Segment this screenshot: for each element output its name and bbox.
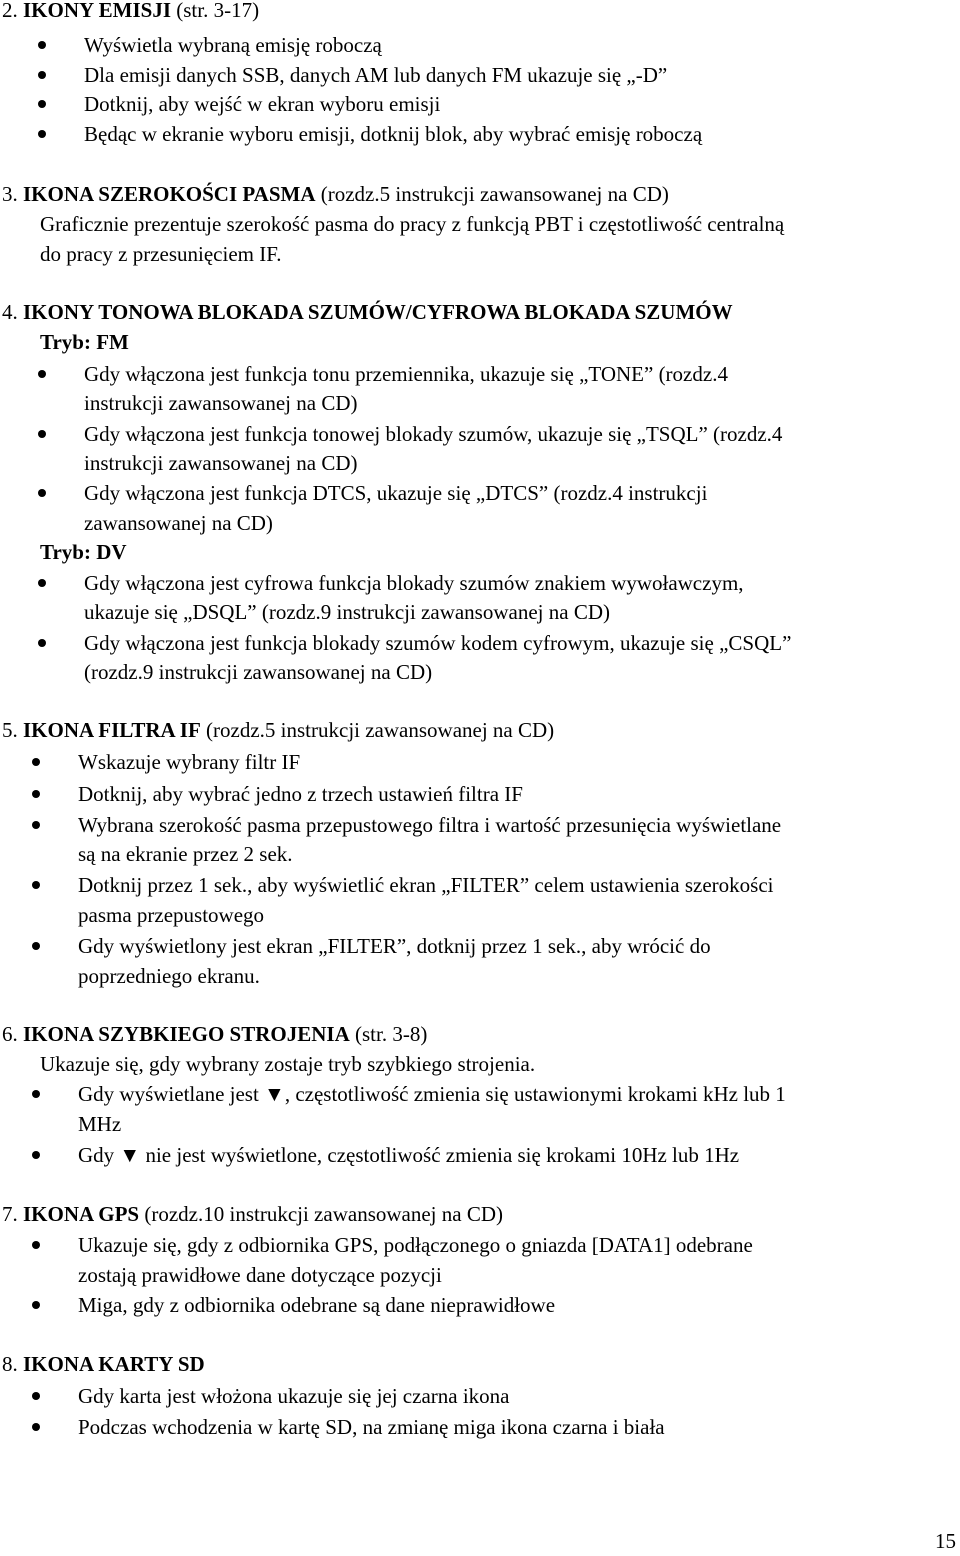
list-item-continuation: ukazuje się „DSQL” (rozdz.9 instrukcji zawansowanej na CD) (84, 600, 610, 624)
section-8-heading (2, 1349, 205, 1379)
mode-label-text: Tryb: FM (40, 330, 129, 354)
list-item: Będąc w ekranie wyboru emisji, dotknij blok, aby wybrać emisję roboczą (84, 119, 702, 149)
section-ref: (str. 3-17) (171, 0, 260, 22)
section-number: 4. (2, 300, 18, 324)
list-item-continuation: instrukcji zawansowanej na CD) (84, 391, 358, 415)
list-item: Podczas wchodzenia w kartę SD, na zmianę miga ikona czarna i biała (78, 1412, 665, 1442)
section-ref: (rozdz.5 instrukcji zawansowanej na CD) (315, 182, 669, 206)
section-number: 2. (2, 0, 18, 22)
section-7-heading (2, 1199, 503, 1229)
list-item: Gdy karta jest włożona ukazuje się jej czarna ikona (78, 1381, 509, 1411)
section-number: 6. (2, 1022, 18, 1046)
body-text: Graficznie prezentuje szerokość pasma do pracy z funkcją PBT i częstotliwość centralną (40, 212, 785, 236)
section-ref: (str. 3-8) (349, 1022, 428, 1046)
body-text: Ukazuje się, gdy wybrany zostaje tryb szybkiego strojenia. (40, 1052, 536, 1076)
list-item-continuation: są na ekranie przez 2 sek. (78, 842, 293, 866)
list-item: Gdy ▼ nie jest wyświetlone, częstotliwość zmienia się krokami 10Hz lub 1Hz (78, 1140, 739, 1170)
list-item: Dla emisji danych SSB, danych AM lub danych FM ukazuje się „-D” (84, 60, 667, 90)
section-4-heading (2, 297, 733, 327)
section-2-heading (2, 0, 259, 25)
section-number: 8. (2, 1352, 18, 1376)
list-item: Dotknij, aby wejść w ekran wyboru emisji (84, 89, 440, 119)
list-item: Gdy włączona jest funkcja tonu przemiennika, ukazuje się „TONE” (rozdz.4 (84, 359, 728, 389)
section-number: 3. (2, 182, 18, 206)
list-item: Miga, gdy z odbiornika odebrane są dane nieprawidłowe (78, 1290, 555, 1320)
section-title: IKONA SZEROKOŚCI PASMA (23, 182, 316, 206)
list-item-continuation: instrukcji zawansowanej na CD) (84, 451, 358, 475)
list-item: Gdy wyświetlony jest ekran „FILTER”, dotknij przez 1 sek., aby wrócić do (78, 931, 711, 961)
mode-label-dv (40, 537, 127, 567)
section-6-heading (2, 1019, 427, 1049)
section-5-heading (2, 715, 554, 745)
list-item-continuation: MHz (78, 1112, 122, 1136)
list-item: Wskazuje wybrany filtr IF (78, 747, 300, 777)
section-title: IKONA SZYBKIEGO STROJENIA (23, 1022, 350, 1046)
section-ref: (rozdz.10 instrukcji zawansowanej na CD) (139, 1202, 503, 1226)
mode-label-fm (40, 327, 129, 357)
list-item-continuation: zostają prawidłowe dane dotyczące pozycji (78, 1263, 442, 1287)
list-item-continuation: zawansowanej na CD) (84, 511, 273, 535)
list-item-continuation: (rozdz.9 instrukcji zawansowanej na CD) (84, 660, 433, 684)
list-item: Wyświetla wybraną emisję roboczą (84, 30, 382, 60)
list-item: Wybrana szerokość pasma przepustowego filtra i wartość przesunięcia wyświetlane (78, 810, 781, 840)
body-text: do pracy z przesunięciem IF. (40, 242, 282, 266)
list-item: Dotknij, aby wybrać jedno z trzech ustawień filtra IF (78, 779, 523, 809)
list-item: Gdy włączona jest funkcja DTCS, ukazuje się „DTCS” (rozdz.4 instrukcji (84, 478, 707, 508)
section-number: 7. (2, 1202, 18, 1226)
list-item: Gdy włączona jest cyfrowa funkcja blokady szumów znakiem wywoławczym, (84, 568, 744, 598)
section-title: IKONA KARTY SD (23, 1352, 205, 1376)
section-title: IKONA GPS (23, 1202, 140, 1226)
section-title: IKONY EMISJI (23, 0, 171, 22)
section-3-heading (2, 179, 669, 209)
list-item: Gdy wyświetlane jest ▼, częstotliwość zmienia się ustawionymi krokami kHz lub 1 (78, 1079, 786, 1109)
list-item: Dotknij przez 1 sek., aby wyświetlić ekran „FILTER” celem ustawienia szerokości (78, 870, 774, 900)
page-number: 15 (935, 1529, 956, 1553)
section-ref: (rozdz.5 instrukcji zawansowanej na CD) (200, 718, 555, 742)
list-item-continuation: poprzedniego ekranu. (78, 964, 260, 988)
section-title: IKONY TONOWA BLOKADA SZUMÓW/CYFROWA BLOKADA SZUMÓW (23, 300, 733, 324)
list-item-continuation: pasma przepustowego (78, 903, 265, 927)
list-item: Ukazuje się, gdy z odbiornika GPS, podłączonego o gniazda [DATA1] odebrane (78, 1230, 753, 1260)
section-number: 5. (2, 718, 18, 742)
mode-label-text: Tryb: DV (40, 540, 127, 564)
section-title: IKONA FILTRA IF (23, 718, 201, 742)
list-item: Gdy włączona jest funkcja blokady szumów kodem cyfrowym, ukazuje się „CSQL” (84, 628, 791, 658)
list-item: Gdy włączona jest funkcja tonowej blokady szumów, ukazuje się „TSQL” (rozdz.4 (84, 419, 782, 449)
